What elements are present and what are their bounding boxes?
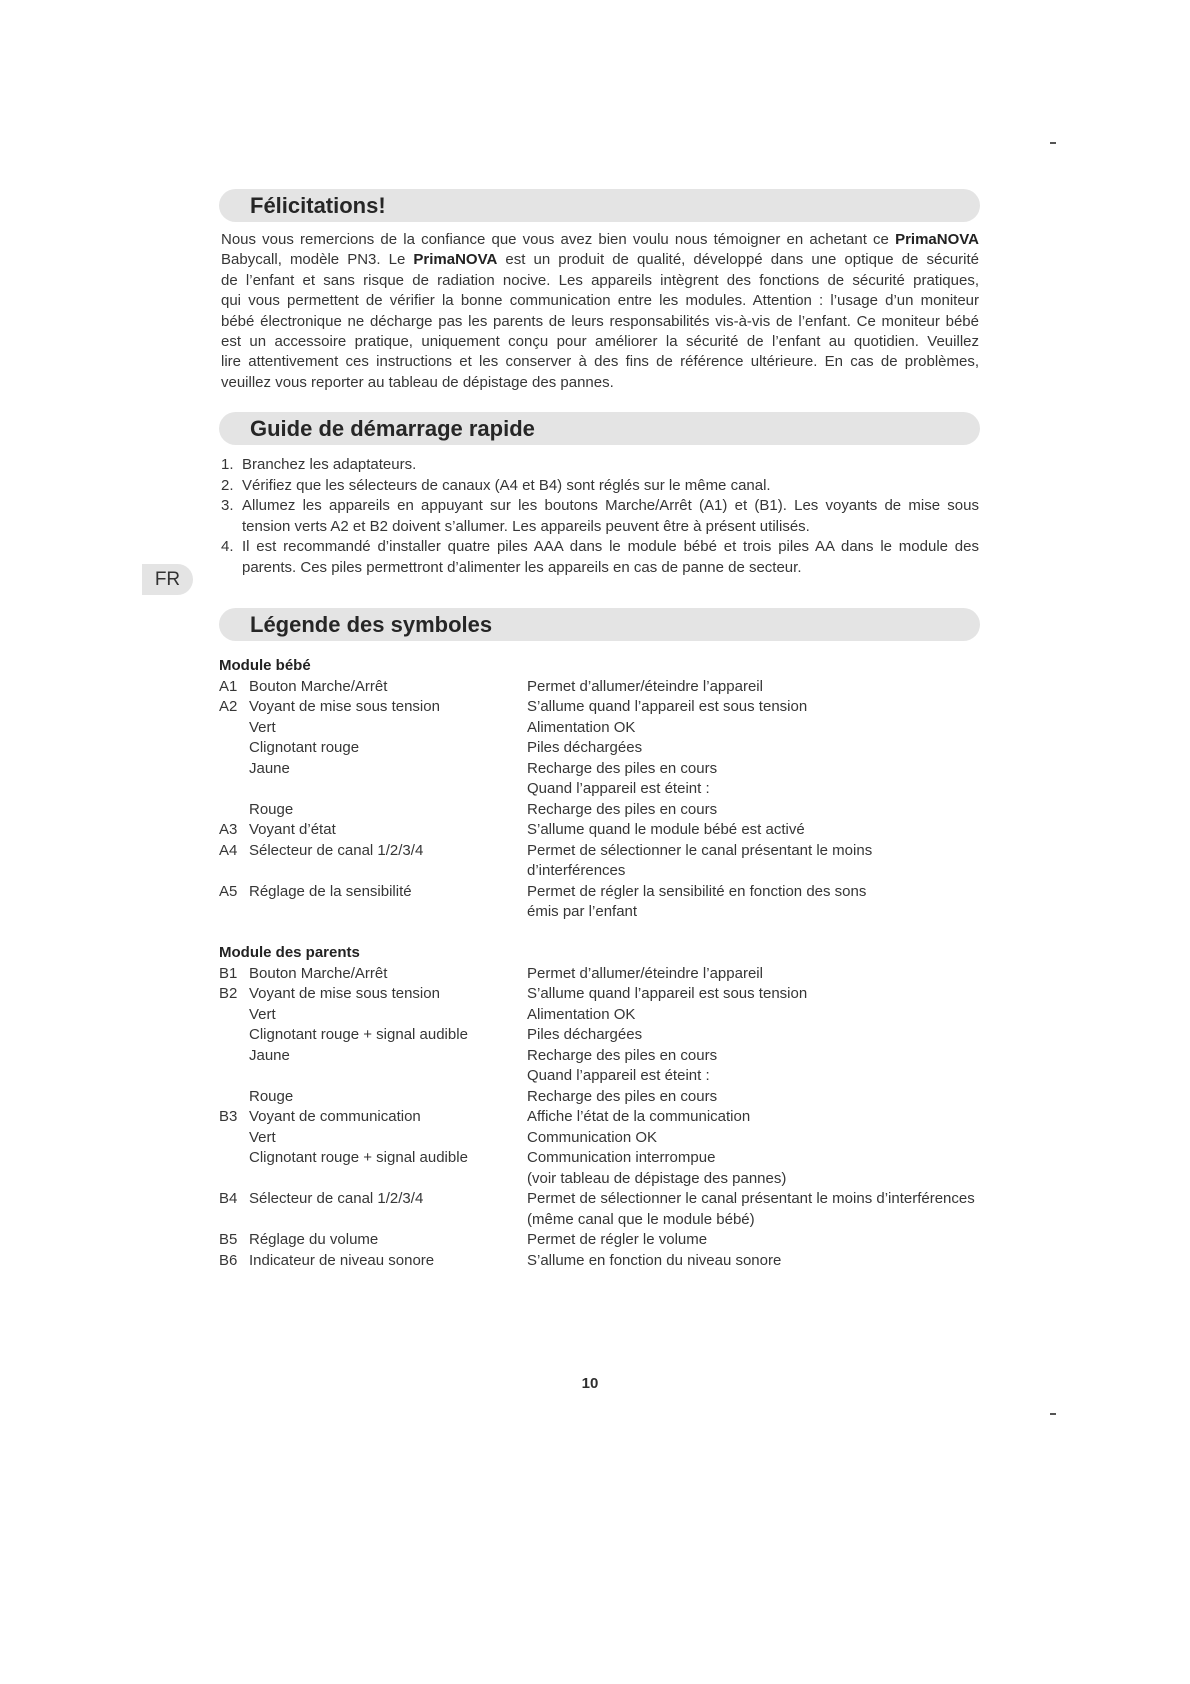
symbol-label: Bouton Marche/Arrêt xyxy=(249,964,388,982)
symbol-description: S’allume en fonction du niveau sonore xyxy=(527,1251,782,1269)
text-segment: qui vous permettent de vérifier la bonne communication entre les modules. Attention : l’usage d’un moniteur xyxy=(221,292,979,310)
symbol-description: Permet d’allumer/éteindre l’appareil xyxy=(527,677,763,695)
brand-name: PrimaNOVA xyxy=(895,231,979,248)
symbol-description: Piles déchargées xyxy=(527,739,643,756)
text-segment: Babycall, modèle PN3. Le xyxy=(221,251,414,269)
symbol-description: Alimentation OK xyxy=(527,718,636,736)
symbol-description: Affiche l’état de la communication xyxy=(527,1108,751,1125)
symbol-label: Vert xyxy=(249,718,276,736)
symbol-code: A4 xyxy=(219,841,238,859)
symbol-description: Communication OK xyxy=(527,1128,658,1146)
symbol-label: Indicateur de niveau sonore xyxy=(249,1251,435,1269)
legend-row xyxy=(219,1107,1119,1128)
symbol-code: B2 xyxy=(219,985,238,1002)
symbol-label: Voyant de mise sous tension xyxy=(249,698,440,715)
symbol-description: Permet de régler le volume xyxy=(527,1231,708,1248)
group-heading: Module des parents xyxy=(219,944,360,961)
symbol-description: Quand l’appareil est éteint : xyxy=(527,780,710,797)
symbol-label: Voyant de mise sous tension xyxy=(249,985,440,1002)
symbol-description: Permet de sélectionner le canal présentant le moins d’interférences xyxy=(527,1190,975,1207)
legend-row xyxy=(219,1128,1119,1149)
legend-row xyxy=(219,1005,1119,1026)
text-segment: est un accessoire pratique, uniquement conçu pour améliorer la sécurité de l’enfant au quotidien. Veuillez xyxy=(221,333,979,351)
symbol-code: A2 xyxy=(219,698,238,715)
section-title: Guide de démarrage rapide xyxy=(250,416,535,441)
paragraph-line xyxy=(221,352,979,372)
symbol-label: Réglage du volume xyxy=(249,1231,379,1248)
text-segment: est un produit de qualité, développé dans une optique de sécurité xyxy=(497,251,979,269)
text-segment: veuillez vous reporter au tableau de dépistage des pannes. xyxy=(221,373,614,391)
symbol-description: S’allume quand le module bébé est activé xyxy=(527,821,805,838)
legend-row xyxy=(219,1046,1119,1067)
group-heading: Module bébé xyxy=(219,657,311,674)
paragraph-line xyxy=(221,312,979,332)
symbol-description: d’interférences xyxy=(527,862,626,879)
symbol-code: B5 xyxy=(219,1231,238,1248)
symbol-label: Bouton Marche/Arrêt xyxy=(249,677,388,695)
section-title: Légende des symboles xyxy=(250,612,493,637)
language-tab: FR xyxy=(142,564,193,595)
legend-row xyxy=(219,861,1119,882)
symbol-code: A1 xyxy=(219,677,238,695)
crop-mark xyxy=(1050,142,1056,144)
symbol-label: Jaune xyxy=(249,759,290,777)
legend-row xyxy=(219,1169,1119,1190)
legend-row xyxy=(219,738,1119,759)
paragraph-line xyxy=(221,250,979,270)
symbol-label: Vert xyxy=(249,1005,276,1023)
step-text: parents. Ces piles permettront d’alimenter les appareils en cas de panne de secteur. xyxy=(242,558,802,576)
legend-row xyxy=(219,800,1119,821)
symbol-label: Vert xyxy=(249,1128,276,1146)
symbol-code: B3 xyxy=(219,1108,238,1125)
legend-row xyxy=(219,718,1119,739)
symbol-description: (voir tableau de dépistage des pannes) xyxy=(527,1169,787,1187)
legend-row xyxy=(219,677,1119,698)
step-number: 4. xyxy=(221,538,234,556)
symbol-description: (même canal que le module bébé) xyxy=(527,1210,755,1228)
intro-paragraph xyxy=(221,230,979,393)
legend-row xyxy=(219,1251,1119,1272)
symbol-label: Voyant d’état xyxy=(249,821,336,838)
symbol-label: Sélecteur de canal 1/2/3/4 xyxy=(249,1190,424,1207)
section-header-quick-start xyxy=(219,412,980,445)
step-item xyxy=(221,455,979,476)
legend-row xyxy=(219,1230,1119,1251)
symbol-label: Clignotant rouge xyxy=(249,739,360,756)
page-number: 10 xyxy=(581,1375,599,1392)
legend-row xyxy=(219,1148,1119,1169)
legend-row xyxy=(219,1189,1119,1210)
section-title: Félicitations! xyxy=(250,193,386,218)
step-item xyxy=(221,476,979,497)
legend-group-parent-unit xyxy=(219,943,1119,1271)
symbol-description: Quand l’appareil est éteint : xyxy=(527,1067,710,1084)
symbol-label: Sélecteur de canal 1/2/3/4 xyxy=(249,841,424,859)
symbol-description: Communication interrompue xyxy=(527,1149,716,1166)
symbol-label: Jaune xyxy=(249,1046,290,1064)
legend-row xyxy=(219,759,1119,780)
legend-row xyxy=(219,984,1119,1005)
symbol-description: Recharge des piles en cours xyxy=(527,800,718,818)
step-text: Branchez les adaptateurs. xyxy=(242,456,417,473)
paragraph-line xyxy=(221,291,979,311)
quick-start-steps xyxy=(221,455,979,579)
step-number: 2. xyxy=(221,476,234,494)
symbol-description: Recharge des piles en cours xyxy=(527,1087,718,1105)
symbol-description: Recharge des piles en cours xyxy=(527,759,718,777)
brand-name: PrimaNOVA xyxy=(413,251,498,269)
paragraph-line xyxy=(221,332,979,352)
symbol-description: S’allume quand l’appareil est sous tension xyxy=(527,985,808,1002)
symbol-label: Rouge xyxy=(249,1087,294,1105)
legend-row xyxy=(219,697,1119,718)
paragraph-line xyxy=(221,373,979,393)
symbol-code: A5 xyxy=(219,882,238,900)
legend-row xyxy=(219,882,1119,903)
legend-row xyxy=(219,1025,1119,1046)
legend-row xyxy=(219,902,1119,923)
symbol-description: Permet de sélectionner le canal présentant le moins xyxy=(527,841,873,859)
text-segment: bébé électronique ne décharge pas les parents de leurs responsabilités vis-à-vis de l’enfant. Ce moniteur bébé xyxy=(221,312,979,330)
text-segment: de l’enfant et sans risque de radiation nocive. Les appareils intègrent des fonctions de sécurité pratiques, xyxy=(221,271,979,289)
text-segment: Nous vous remercions de la confiance que vous avez bien voulu nous témoigner en achetant ce xyxy=(221,231,896,248)
symbol-description: Recharge des piles en cours xyxy=(527,1046,718,1064)
symbol-description: Permet d’allumer/éteindre l’appareil xyxy=(527,964,763,982)
symbol-code: B6 xyxy=(219,1251,238,1269)
legend-row xyxy=(219,1066,1119,1087)
step-number: 3. xyxy=(221,497,234,515)
symbol-label: Clignotant rouge + signal audible xyxy=(249,1026,468,1043)
step-text: tension verts A2 et B2 doivent s’allumer. Les appareils peuvent être à présent utilisés. xyxy=(242,517,810,535)
symbol-code: B4 xyxy=(219,1190,238,1207)
step-item xyxy=(221,496,979,537)
symbol-code: A3 xyxy=(219,821,238,838)
symbol-description: Permet de régler la sensibilité en fonction des sons xyxy=(527,882,867,900)
legend-row xyxy=(219,964,1119,985)
symbol-description: Piles déchargées xyxy=(527,1026,643,1043)
crop-mark xyxy=(1050,1413,1056,1415)
legend-row xyxy=(219,1210,1119,1231)
paragraph-line xyxy=(221,230,979,250)
symbol-label: Clignotant rouge + signal audible xyxy=(249,1149,468,1166)
step-text: Vérifiez que les sélecteurs de canaux (A4 et B4) sont réglés sur le même canal. xyxy=(242,476,771,494)
symbol-label: Réglage de la sensibilité xyxy=(249,882,412,900)
section-header-symbol-legend xyxy=(219,608,980,641)
symbol-label: Voyant de communication xyxy=(249,1108,421,1125)
legend-row xyxy=(219,1087,1119,1108)
symbol-description: Alimentation OK xyxy=(527,1005,636,1023)
symbol-description: S’allume quand l’appareil est sous tension xyxy=(527,698,808,715)
symbol-description: émis par l’enfant xyxy=(527,903,638,920)
legend-row xyxy=(219,820,1119,841)
legend-row xyxy=(219,841,1119,862)
step-number: 1. xyxy=(221,456,234,473)
legend-group-baby-unit xyxy=(219,656,1119,923)
paragraph-line xyxy=(221,271,979,291)
step-item xyxy=(221,537,979,578)
symbol-label: Rouge xyxy=(249,800,294,818)
symbol-code: B1 xyxy=(219,964,238,982)
text-segment: lire attentivement ces instructions et les conserver à des fins de référence ultérieure. En cas de problèmes, xyxy=(221,353,979,371)
section-header-congratulations xyxy=(219,189,980,222)
step-text: Allumez les appareils en appuyant sur les boutons Marche/Arrêt (A1) et (B1). Les voyants de mise sous xyxy=(242,497,979,515)
step-text: Il est recommandé d’installer quatre piles AAA dans le module bébé et trois piles AA dans le module des xyxy=(242,538,979,556)
legend-row xyxy=(219,779,1119,800)
